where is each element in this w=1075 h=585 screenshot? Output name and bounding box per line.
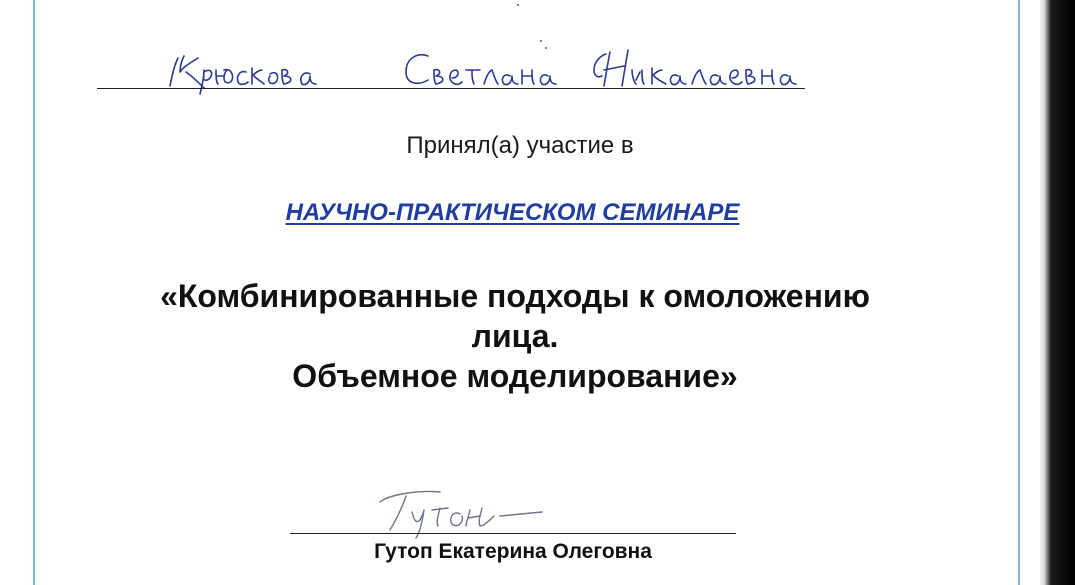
signature-handwriting bbox=[350, 480, 610, 540]
participant-name-handwriting bbox=[100, 36, 800, 96]
participant-name-line bbox=[97, 88, 805, 89]
event-type-heading: НАУЧНО-ПРАКТИЧЕСКОМ СЕМИНАРЕ bbox=[285, 199, 740, 226]
participation-text: Принял(а) участие в bbox=[406, 132, 634, 159]
signature-line bbox=[290, 533, 736, 534]
event-title-line-1: «Комбинированные подходы к омоложению bbox=[160, 278, 870, 314]
event-title-line-2: лица. bbox=[471, 318, 559, 354]
signer-name: Гутоп Екатерина Олеговна bbox=[374, 540, 652, 563]
event-title-line-3: Объемное моделирование» bbox=[292, 358, 738, 394]
scan-speck bbox=[517, 4, 519, 6]
event-title bbox=[0, 276, 1030, 396]
scan-edge-shadow bbox=[1040, 0, 1075, 585]
